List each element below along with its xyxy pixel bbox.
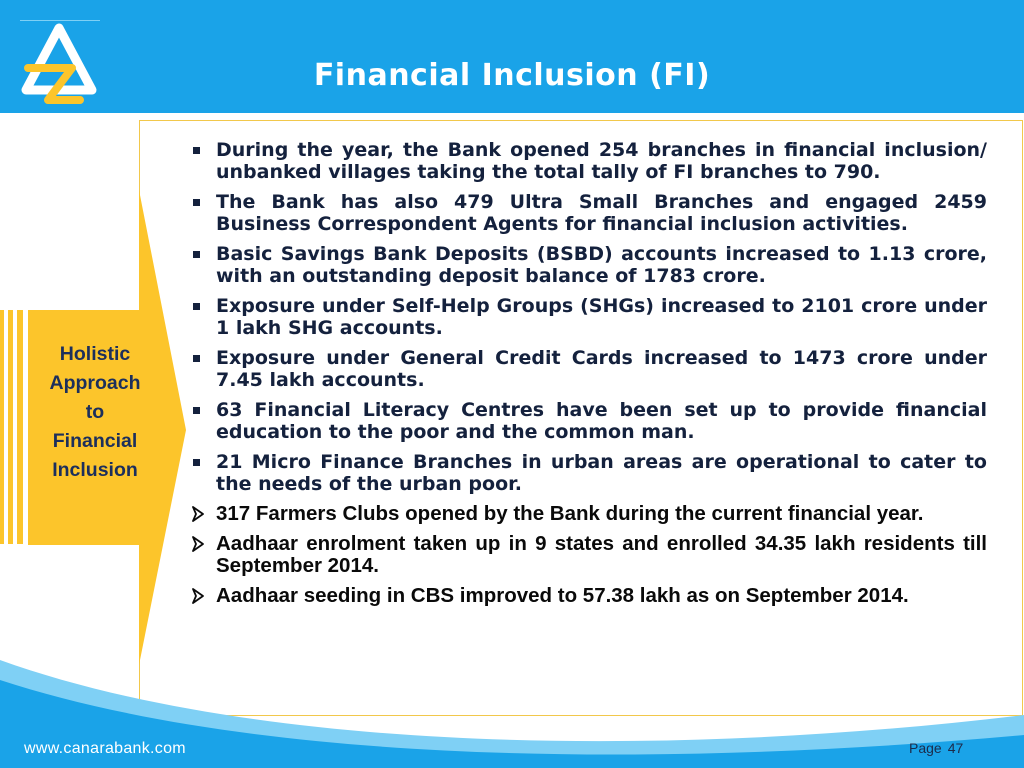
arrow-bullet-icon (190, 505, 206, 523)
square-bullet-icon (193, 303, 200, 310)
page-title: Financial Inclusion (FI) (313, 58, 711, 93)
sidebar-label (32, 340, 158, 485)
list-item: Basic Savings Bank Deposits (BSBD) accounts increased to 1.13 crore, with an outstanding deposit balance of 1783 crore. (190, 243, 987, 287)
sidebar-label-line: Approach (49, 372, 141, 394)
square-bullet-icon (193, 407, 200, 414)
sidebar-label-line: to (85, 401, 105, 423)
list-item: 317 Farmers Clubs opened by the Bank during the current financial year. (190, 503, 987, 525)
bullet-list (190, 139, 987, 615)
sidebar-label-line: Inclusion (52, 459, 138, 481)
sidebar-label-line: Holistic (59, 343, 131, 365)
list-item: 63 Financial Literacy Centres have been set up to provide financial education to the poor and the common man. (190, 399, 987, 443)
list-item: 21 Micro Finance Branches in urban areas are operational to cater to the needs of the urban poor. (190, 451, 987, 495)
square-bullet-icon (193, 251, 200, 258)
list-item: Exposure under Self-Help Groups (SHGs) increased to 2101 crore under 1 lakh SHG accounts. (190, 295, 987, 339)
square-bullet-icon (193, 459, 200, 466)
website-link[interactable]: www.canarabank.com (24, 740, 186, 757)
square-bullet-icon (193, 147, 200, 154)
square-bullet-icon (193, 355, 200, 362)
page-number: Page 47 (909, 740, 964, 756)
arrow-bullet-icon (190, 535, 206, 553)
list-item: Aadhaar seeding in CBS improved to 57.38 lakh as on September 2014. (190, 585, 987, 607)
list-item: Exposure under General Credit Cards increased to 1473 crore under 7.45 lakh accounts. (190, 347, 987, 391)
list-item: During the year, the Bank opened 254 branches in financial inclusion/ unbanked villages taking the total tally of FI branches to 790. (190, 139, 987, 183)
sidebar-label-line: Financial (52, 430, 138, 452)
list-item: The Bank has also 479 Ultra Small Branches and engaged 2459 Business Correspondent Agents for financial inclusion activities. (190, 191, 987, 235)
square-bullet-icon (193, 199, 200, 206)
list-item: Aadhaar enrolment taken up in 9 states and enrolled 34.35 lakh residents till September 2014. (190, 533, 987, 577)
arrow-bullet-icon (190, 587, 206, 605)
